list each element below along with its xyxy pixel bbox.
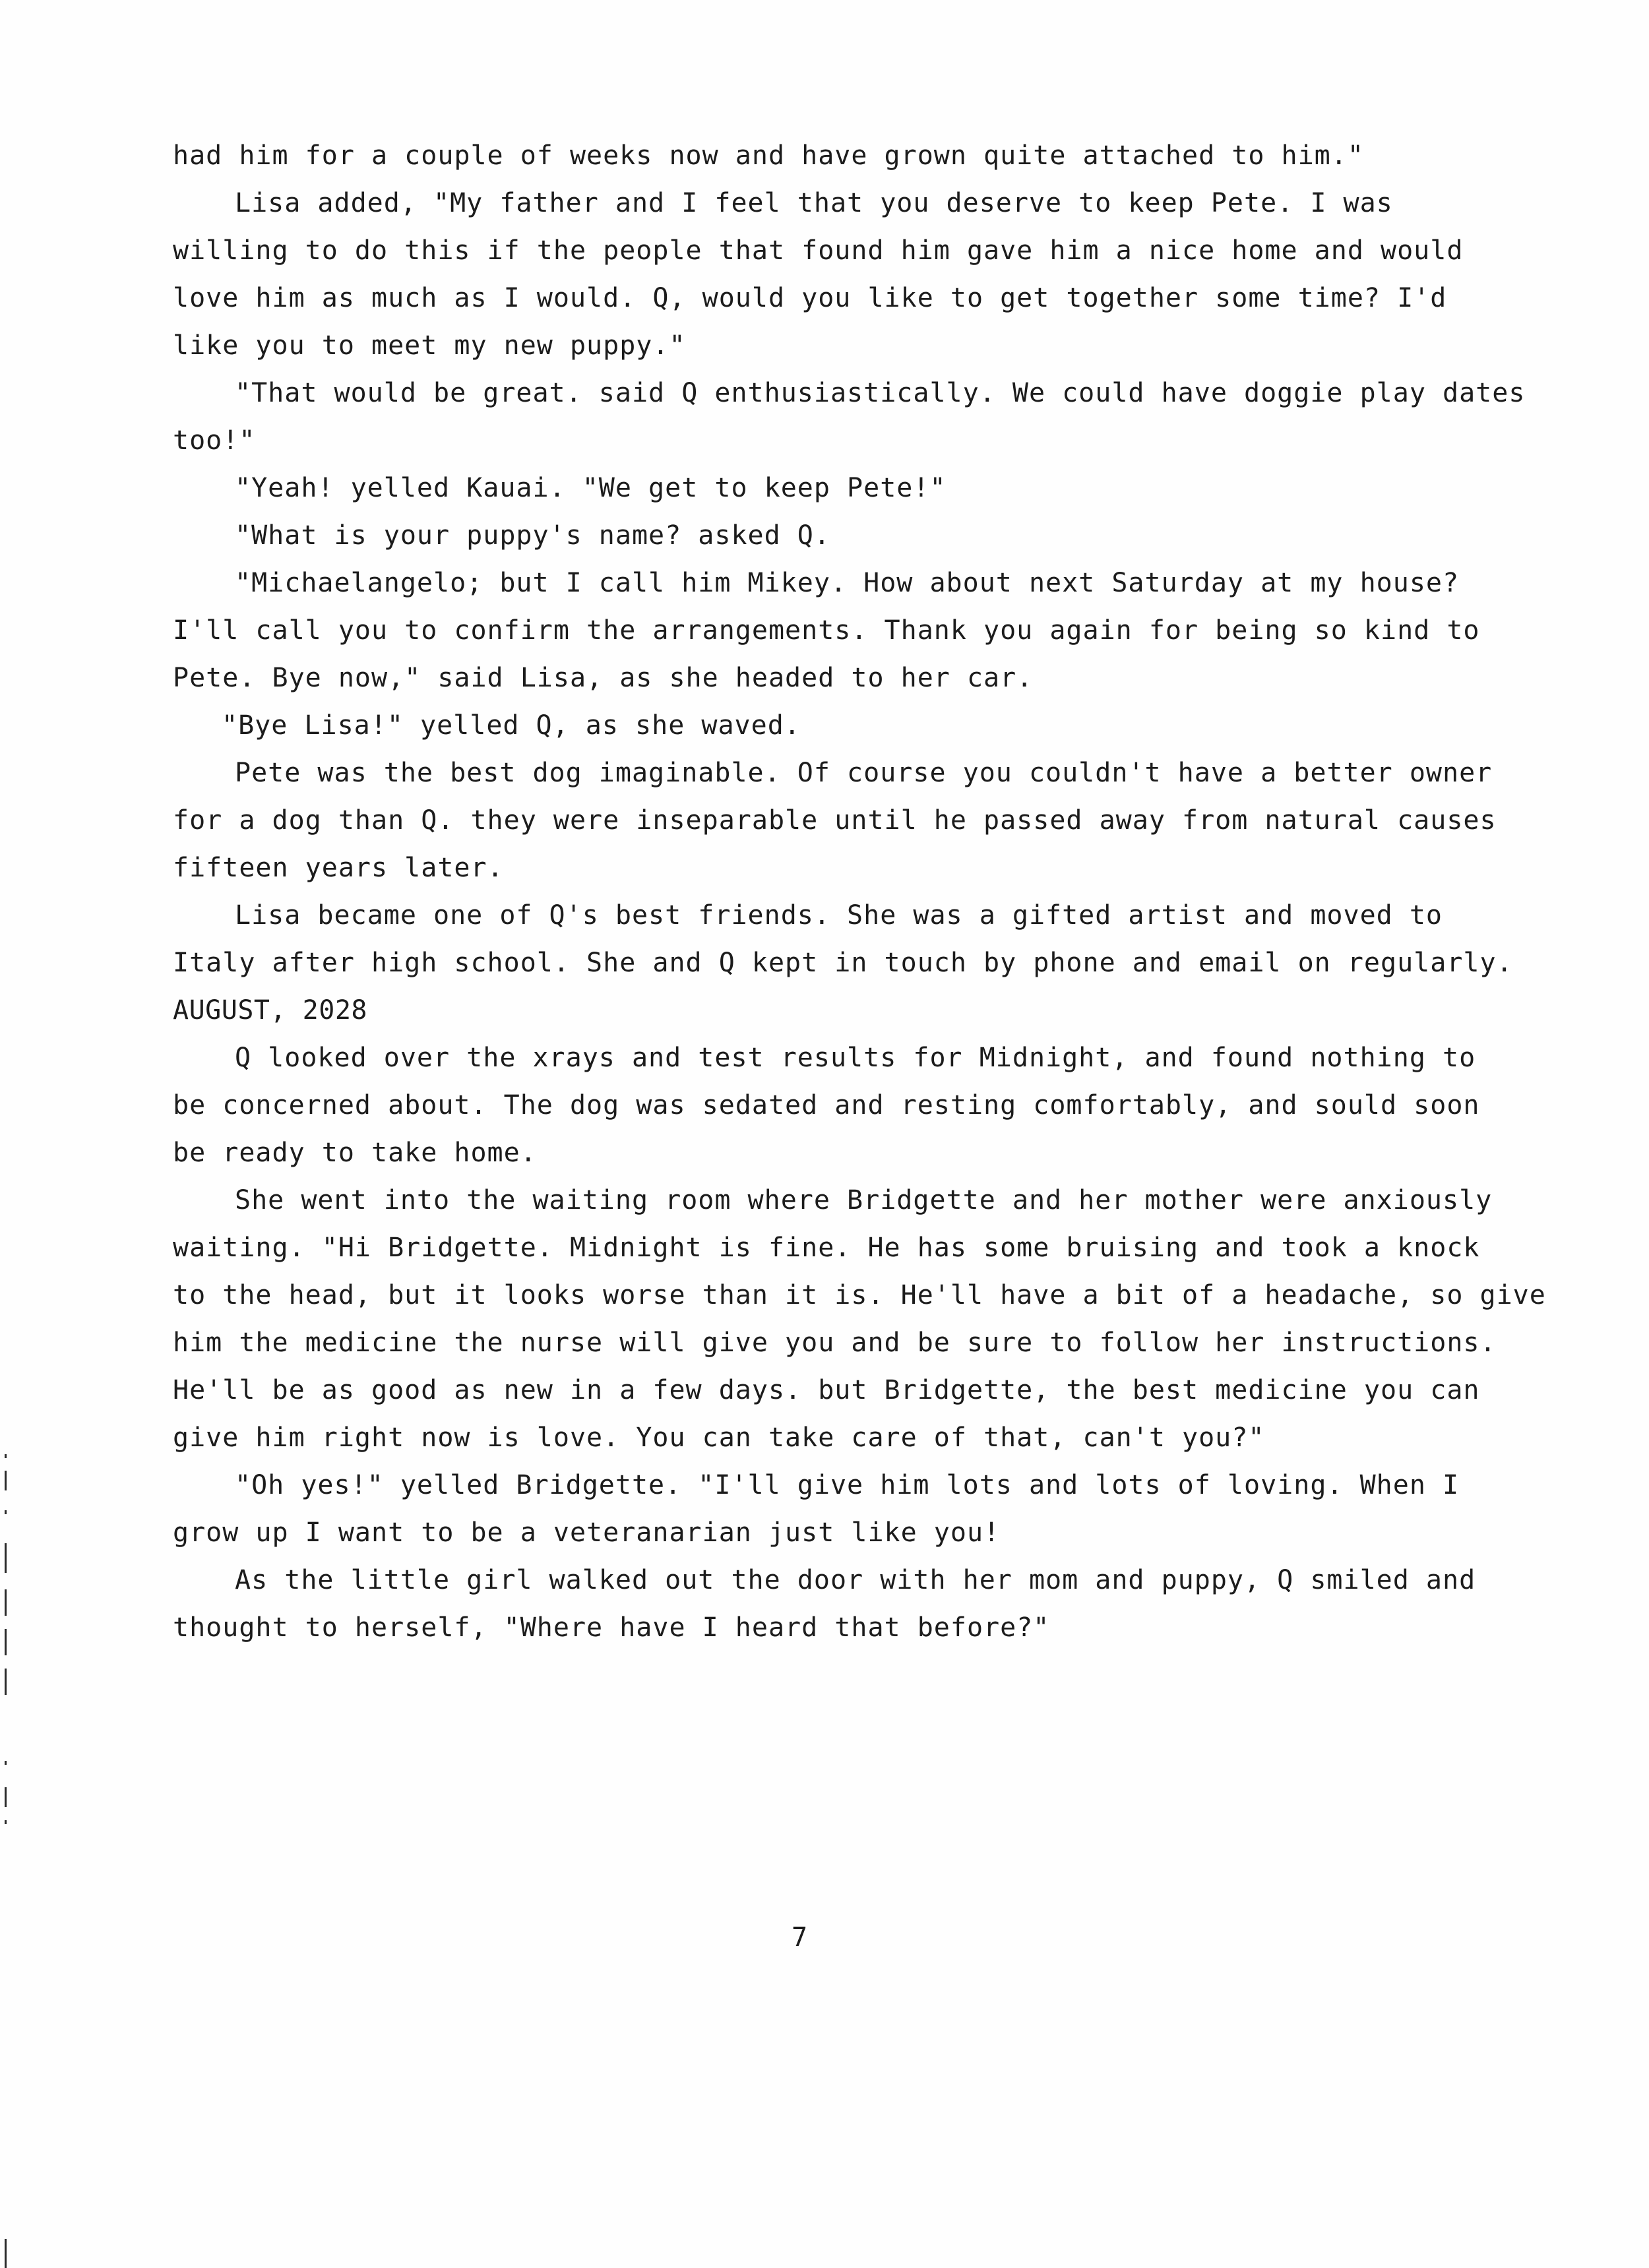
section-heading: AUGUST, 2028 xyxy=(173,995,367,1026)
text-line: Italy after high school. She and Q kept in touch by phone and email on regularly. xyxy=(173,948,1513,978)
text-line: give him right now is love. You can take care of that, can't you?" xyxy=(173,1423,1265,1453)
scan-edge-mark xyxy=(5,1543,7,1573)
scan-edge-mark xyxy=(5,1629,7,1655)
text-line: Pete was the best dog imaginable. Of course you couldn't have a better owner xyxy=(235,758,1493,788)
scan-edge-mark xyxy=(5,1787,7,1807)
scan-edge-mark xyxy=(5,1471,7,1490)
text-line: "Yeah! yelled Kauai. "We get to keep Pete!" xyxy=(235,473,947,503)
scan-edge-mark xyxy=(5,1454,7,1458)
text-line: Lisa added, "My father and I feel that you deserve to keep Pete. I was xyxy=(235,188,1393,218)
text-line: "What is your puppy's name? asked Q. xyxy=(235,520,830,551)
scan-edge-mark xyxy=(5,1510,7,1514)
text-line: Lisa became one of Q's best friends. She was a gifted artist and moved to xyxy=(235,900,1443,931)
text-line: grow up I want to be a veteranarian just like you! xyxy=(173,1517,1001,1548)
text-line: "Oh yes!" yelled Bridgette. "I'll give him lots and lots of loving. When I xyxy=(235,1470,1460,1500)
text-line: Pete. Bye now," said Lisa, as she headed to her car. xyxy=(173,663,1034,693)
scan-edge-mark xyxy=(5,1589,7,1616)
text-line: for a dog than Q. they were inseparable until he passed away from natural causes xyxy=(173,805,1497,836)
text-line: thought to herself, "Where have I heard that before?" xyxy=(173,1612,1050,1643)
text-line: I'll call you to confirm the arrangements. Thank you again for being so kind to xyxy=(173,615,1480,646)
text-line: She went into the waiting room where Bridgette and her mother were anxiously xyxy=(235,1185,1493,1215)
text-line: be concerned about. The dog was sedated and resting comfortably, and sould soon xyxy=(173,1090,1480,1120)
text-line: "Michaelangelo; but I call him Mikey. How about next Saturday at my house? xyxy=(235,568,1460,598)
text-line: As the little girl walked out the door with her mom and puppy, Q smiled and xyxy=(235,1565,1476,1595)
text-line: waiting. "Hi Bridgette. Midnight is fine. He has some bruising and took a knock xyxy=(173,1233,1480,1263)
text-line: to the head, but it looks worse than it is. He'll have a bit of a headache, so give xyxy=(173,1280,1546,1310)
text-line: willing to do this if the people that found him gave him a nice home and would xyxy=(173,235,1464,266)
text-line: "Bye Lisa!" yelled Q, as she waved. xyxy=(222,710,801,741)
text-line: love him as much as I would. Q, would you like to get together some time? I'd xyxy=(173,283,1447,313)
text-line: too!" xyxy=(173,425,256,456)
body-text xyxy=(173,132,1546,1651)
scan-edge-mark xyxy=(5,1820,7,1824)
page-number: 7 xyxy=(792,1922,808,1953)
text-line: like you to meet my new puppy." xyxy=(173,330,686,361)
text-line: "That would be great. said Q enthusiastically. We could have doggie play dates xyxy=(235,378,1526,408)
scan-edge-mark xyxy=(5,1669,7,1695)
scan-edge-mark xyxy=(5,2239,7,2268)
scan-edge-mark xyxy=(5,1761,7,1765)
text-line: fifteen years later. xyxy=(173,853,504,883)
text-line: He'll be as good as new in a few days. but Bridgette, the best medicine you can xyxy=(173,1375,1480,1405)
text-line: him the medicine the nurse will give you and be sure to follow her instructions. xyxy=(173,1328,1497,1358)
text-line: Q looked over the xrays and test results for Midnight, and found nothing to xyxy=(235,1043,1476,1073)
text-line: be ready to take home. xyxy=(173,1138,537,1168)
text-line: had him for a couple of weeks now and have grown quite attached to him." xyxy=(173,140,1364,171)
